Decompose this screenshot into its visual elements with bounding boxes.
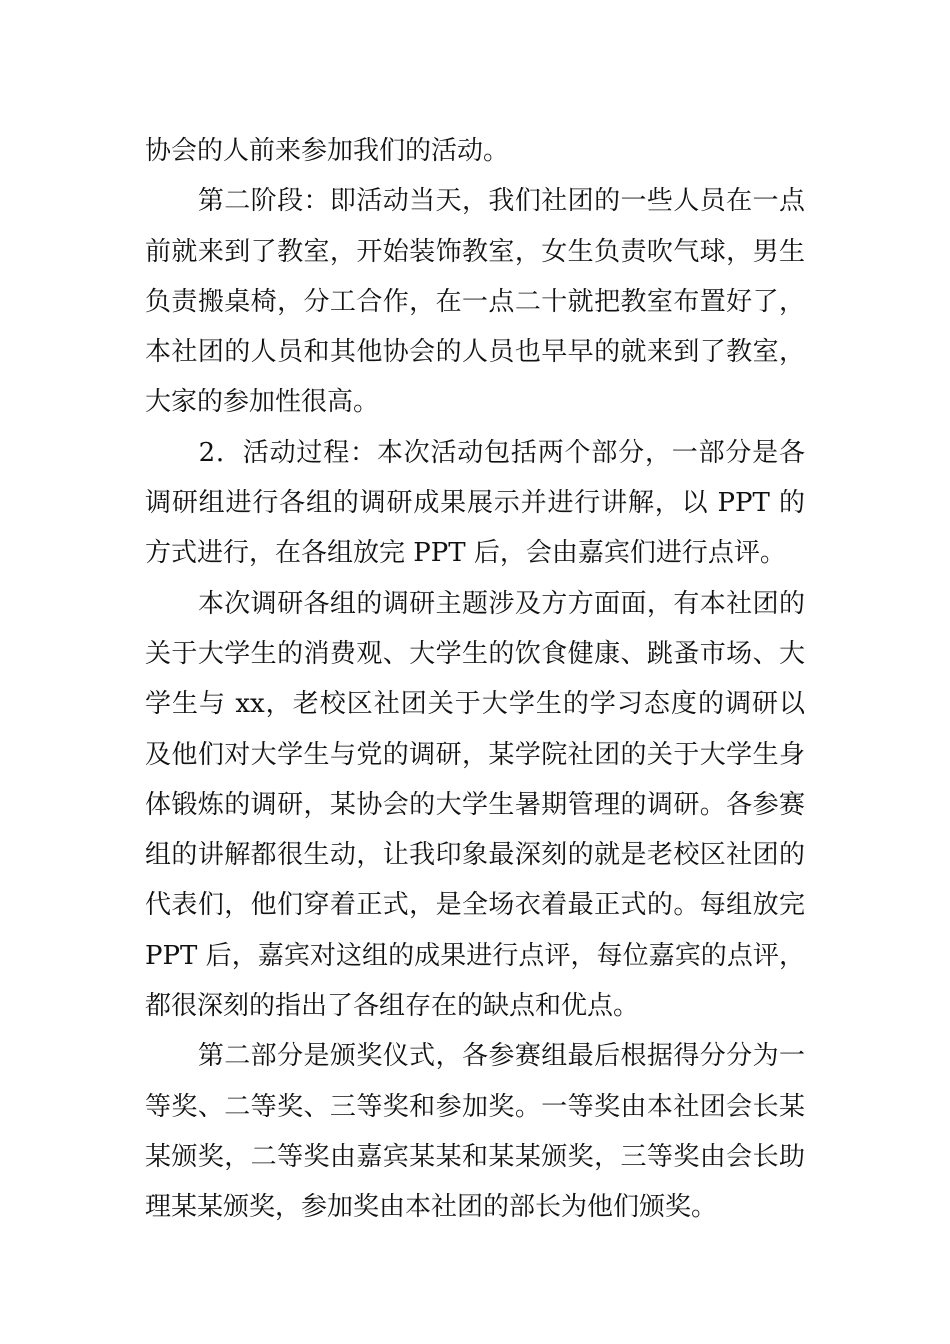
document-body xyxy=(145,126,814,1233)
paragraph-continuation: 协会的人前来参加我们的活动。 xyxy=(145,136,510,166)
paragraph-award-ceremony: 第二部分是颁奖仪式，各参赛组最后根据得分分为一等奖、二等奖、三等奖和参加奖。一等奖由本社团会长某某颁奖，二等奖由嘉宾某某和某某颁奖，三等奖由会长助理某某颁奖，参加奖由本社团的部长为他们颁奖。 xyxy=(145,1041,805,1223)
paragraph-research-topics: 本次调研各组的调研主题涉及方方面面，有本社团的关于大学生的消费观、大学生的饮食健康、跳蚤市场、大学生与 xx，老校区社团关于大学生的学习态度的调研以及他们对大学生与党的调研，某学院社团的关于大学生身体锻炼的调研，某协会的大学生暑期管理的调研。各参赛组的讲解都很生动，让我印象最深刻的就是老校区社团的代表们，他们穿着正式，是全场衣着最正式的。每组放完 PPT 后，嘉宾对这组的成果进行点评，每位嘉宾的点评，都很深刻的指出了各组存在的缺点和优点。 xyxy=(145,588,814,1022)
paragraph-activity-process: 2．活动过程：本次活动包括两个部分，一部分是各调研组进行各组的调研成果展示并进行讲解，以 PPT 的方式进行，在各组放完 PPT 后，会由嘉宾们进行点评。 xyxy=(145,437,805,569)
paragraph-stage-two: 第二阶段：即活动当天，我们社团的一些人员在一点前就来到了教室，开始装饰教室，女生负责吹气球，男生负责搬桌椅，分工合作，在一点二十就把教室布置好了，本社团的人员和其他协会的人员也早早的就来到了教室，大家的参加性很高。 xyxy=(145,186,805,418)
